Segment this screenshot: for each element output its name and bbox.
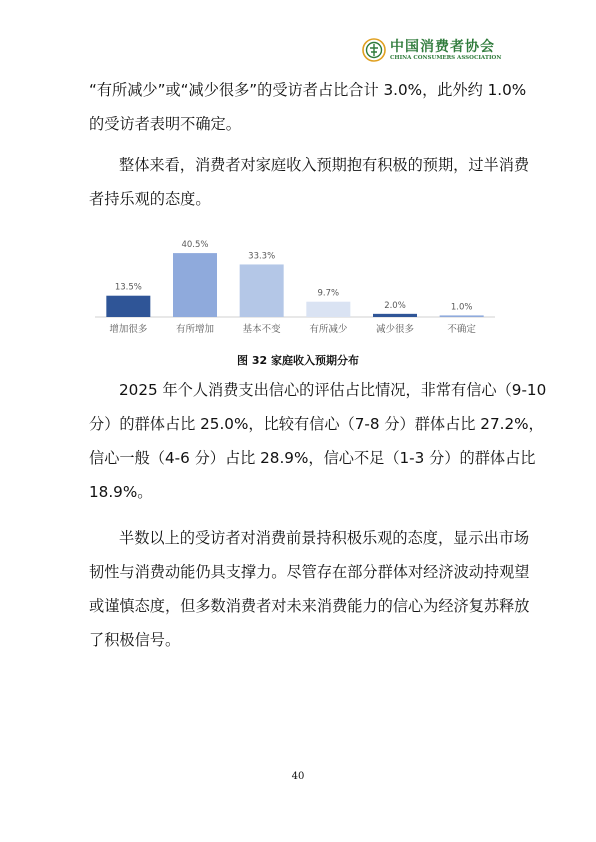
category-tick-label: 增加很多 (109, 324, 148, 335)
category-tick-label: 有所增加 (175, 324, 215, 335)
data-label: 9.7% (317, 288, 340, 299)
text-line: 整体来看，消费者对家庭收入预期抱有积极的预期，过半消费 (119, 156, 530, 174)
paragraph-3 (89, 373, 547, 509)
figure-caption: 图 32 家庭收入预期分布 (237, 354, 359, 367)
paragraph-2 (89, 148, 530, 216)
text-line: 18.9%。 (89, 483, 153, 501)
data-label: 2.0% (384, 300, 406, 311)
data-label: 40.5% (181, 240, 209, 251)
org-name-cn: 中国消费者协会 (390, 38, 495, 55)
text-line: “有所减少”或“减少很多”的受访者占比合计 3.0%，此外约 1.0% (89, 81, 527, 99)
income-expectation-bar-chart (95, 225, 505, 345)
bar (240, 264, 284, 317)
bar (440, 315, 484, 317)
data-label: 13.5% (114, 282, 142, 293)
data-label: 1.0% (450, 302, 473, 313)
text-line: 或谨慎态度，但多数消费者对未来消费能力的信心为经济复苏释放 (89, 597, 530, 615)
text-line: 2025 年个人消费支出信心的评估占比情况，非常有信心（9-10 (119, 381, 547, 399)
text-line: 分）的群体占比 25.0%，比较有信心（7-8 分）群体占比 27.2%， (89, 415, 544, 433)
bar (306, 302, 350, 317)
category-tick-label: 不确定 (447, 324, 476, 335)
paragraph-1 (89, 73, 527, 141)
category-tick-label: 减少很多 (375, 324, 415, 335)
text-line: 半数以上的受访者对消费前景持积极乐观的态度，显示出市场 (119, 529, 530, 547)
text-line: 韧性与消费动能仍具支撑力。尽管存在部分群体对经济波动持观望 (89, 563, 530, 581)
logo-text (390, 39, 501, 62)
category-tick-label: 有所减少 (309, 324, 348, 335)
text-line: 信心一般（4-6 分）占比 28.9%，信心不足（1-3 分）的群体占比 (89, 449, 536, 467)
page-number: 40 (291, 771, 305, 782)
org-name-en: CHINA CONSUMERS ASSOCIATION (390, 54, 502, 61)
bar (173, 253, 217, 317)
text-line: 者持乐观的态度。 (89, 190, 211, 208)
text-line: 了积极信号。 (89, 631, 181, 649)
text-line: 的受访者表明不确定。 (89, 115, 241, 133)
paragraph-4 (89, 521, 530, 657)
bar (106, 296, 150, 317)
bar (373, 314, 417, 317)
consumers-association-emblem-icon (362, 38, 386, 62)
category-tick-label: 基本不变 (242, 324, 281, 335)
header-logo (362, 38, 501, 62)
data-label: 33.3% (248, 251, 276, 262)
